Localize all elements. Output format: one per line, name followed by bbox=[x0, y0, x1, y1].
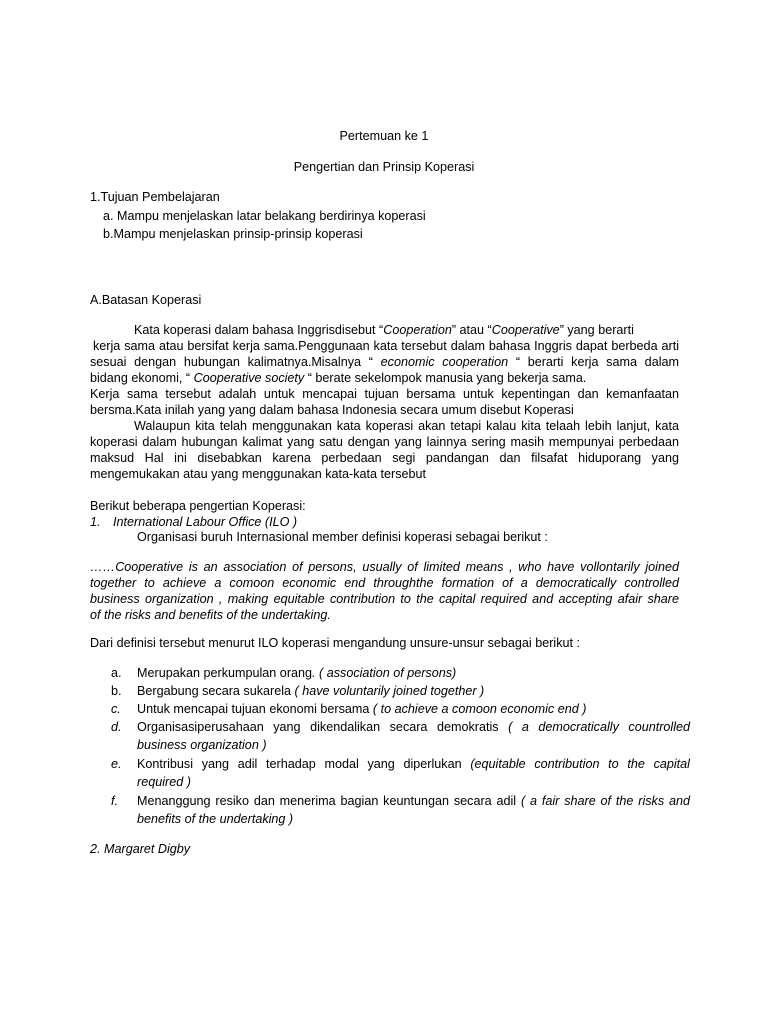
quote-line-2: together to achieve a comoon economic end throughthe formation of a democratically controlled bbox=[90, 576, 679, 590]
list-text bbox=[137, 665, 456, 681]
list-text bbox=[137, 793, 690, 809]
text-run: “ berate sekelompok manusia yang bekerja sama. bbox=[304, 371, 587, 385]
english-gloss: ( to achieve a comoon economic end ) bbox=[369, 702, 587, 716]
english-gloss: ( a democratically countrolled bbox=[498, 720, 691, 734]
text-run: “ berarti kerja sama dalam bbox=[508, 355, 679, 369]
list-marker: f. bbox=[111, 794, 118, 808]
text-run: sesuai dengan hubungan kalimatnya.Misalnya “ bbox=[90, 355, 381, 369]
term-cooperation: Cooperation bbox=[383, 323, 452, 337]
text-run: ” yang berarti bbox=[559, 323, 634, 337]
paragraph-2-line-2: bersma.Kata inilah yang yang dalam bahasa Indonesia secara umum disebut Koperasi bbox=[90, 403, 574, 417]
goals-heading: 1.Tujuan Pembelajaran bbox=[90, 190, 220, 204]
quote-line-1: ……Cooperative is an association of persons, usually of limited means , who have vollontarily joined bbox=[90, 560, 679, 574]
text-run: ” atau “ bbox=[451, 323, 492, 337]
text-run: Merupakan perkumpulan orang bbox=[137, 666, 313, 680]
english-gloss-continued: benefits of the undertaking ) bbox=[137, 812, 294, 826]
list-marker: e. bbox=[111, 757, 122, 771]
list-marker: a. bbox=[111, 666, 122, 680]
paragraph-1-line-4 bbox=[90, 370, 586, 386]
paragraph-3-line-2: koperasi dalam hubungan kalimat yang satu dengan yang lainnya sering masih mempunyai perbedaan bbox=[90, 435, 679, 449]
paragraph-1-line-3 bbox=[90, 354, 679, 370]
paragraph-3-line-1: Walaupun kita telah menggunakan kata koperasi akan tetapi kalau kita telaah lebih lanjut, kata bbox=[134, 419, 679, 433]
margaret-digby-heading: 2. Margaret Digby bbox=[90, 842, 191, 856]
meeting-heading: Pertemuan ke 1 bbox=[339, 129, 429, 143]
list-text bbox=[137, 719, 690, 735]
paragraph-3-line-4: mengemukakan atau yang menggunakan kata-kata tersebut bbox=[90, 467, 427, 481]
text-run: Kata koperasi dalam bahasa Inggrisdisebut “ bbox=[134, 323, 384, 337]
paragraph-3-line-3: maksud Hal ini disebabkan karena perbedaan segi pandangan dan filsafat hiduporang yang bbox=[90, 451, 679, 465]
quote-line-4: of the risks and benefits of the undertaking. bbox=[90, 608, 331, 622]
term-economic-cooperation: economic cooperation bbox=[380, 355, 509, 369]
ilo-label: International Labour Office (ILO ) bbox=[113, 515, 298, 529]
text-run: Bergabung secara sukarela bbox=[137, 684, 292, 698]
text-run: Organisasiperusahaan yang dikendalikan secara demokratis bbox=[137, 720, 499, 734]
list-text bbox=[137, 756, 690, 772]
paragraph-1-line-1 bbox=[134, 322, 634, 338]
list-text bbox=[137, 701, 586, 717]
term-cooperative: Cooperative bbox=[491, 323, 560, 337]
goal-item-b: b.Mampu menjelaskan prinsip-prinsip koperasi bbox=[103, 227, 363, 241]
english-gloss-continued: business organization ) bbox=[137, 738, 267, 752]
text-run: bidang ekonomi, “ bbox=[90, 371, 194, 385]
english-gloss-continued: required ) bbox=[137, 775, 191, 789]
ilo-intro: Organisasi buruh Internasional member definisi koperasi sebagai berikut : bbox=[137, 530, 548, 544]
english-gloss: ( have voluntarily joined together ) bbox=[291, 684, 485, 698]
goal-item-a: a. Mampu menjelaskan latar belakang berdirinya koperasi bbox=[103, 209, 426, 223]
ilo-number: 1. bbox=[90, 515, 101, 529]
list-marker: c. bbox=[111, 702, 121, 716]
page-title: Pengertian dan Prinsip Koperasi bbox=[293, 160, 475, 174]
paragraph-2-line-1: Kerja sama tersebut adalah untuk mencapai tujuan bersama untuk kepentingan dan kemanfaatan bbox=[90, 387, 679, 401]
elements-intro: Dari definisi tersebut menurut ILO koperasi mengandung unsure-unsur sebagai berikut : bbox=[90, 636, 581, 650]
list-marker: d. bbox=[111, 720, 122, 734]
english-gloss: . ( association of persons) bbox=[312, 666, 457, 680]
list-text bbox=[137, 683, 484, 699]
text-run: Untuk mencapai tujuan ekonomi bersama bbox=[137, 702, 370, 716]
english-gloss: (equitable contribution to the capital bbox=[461, 757, 690, 771]
english-gloss: ( a fair share of the risks and bbox=[516, 794, 690, 808]
term-cooperative-society: Cooperative society bbox=[193, 371, 305, 385]
text-run: Kontribusi yang adil terhadap modal yang diperlukan bbox=[137, 757, 462, 771]
paragraph-1-line-2: kerja sama atau bersifat kerja sama.Penggunaan kata tersebut dalam bahasa Inggris dapat berbeda arti bbox=[93, 339, 679, 353]
section-a-heading: A.Batasan Koperasi bbox=[90, 293, 202, 307]
list-marker: b. bbox=[111, 684, 122, 698]
quote-line-3: business organization , making equitable contribution to the capital required and accepting afair share bbox=[90, 592, 679, 606]
definitions-heading: Berikut beberapa pengertian Koperasi: bbox=[90, 499, 306, 513]
text-run: Menanggung resiko dan menerima bagian keuntungan secara adil bbox=[137, 794, 517, 808]
